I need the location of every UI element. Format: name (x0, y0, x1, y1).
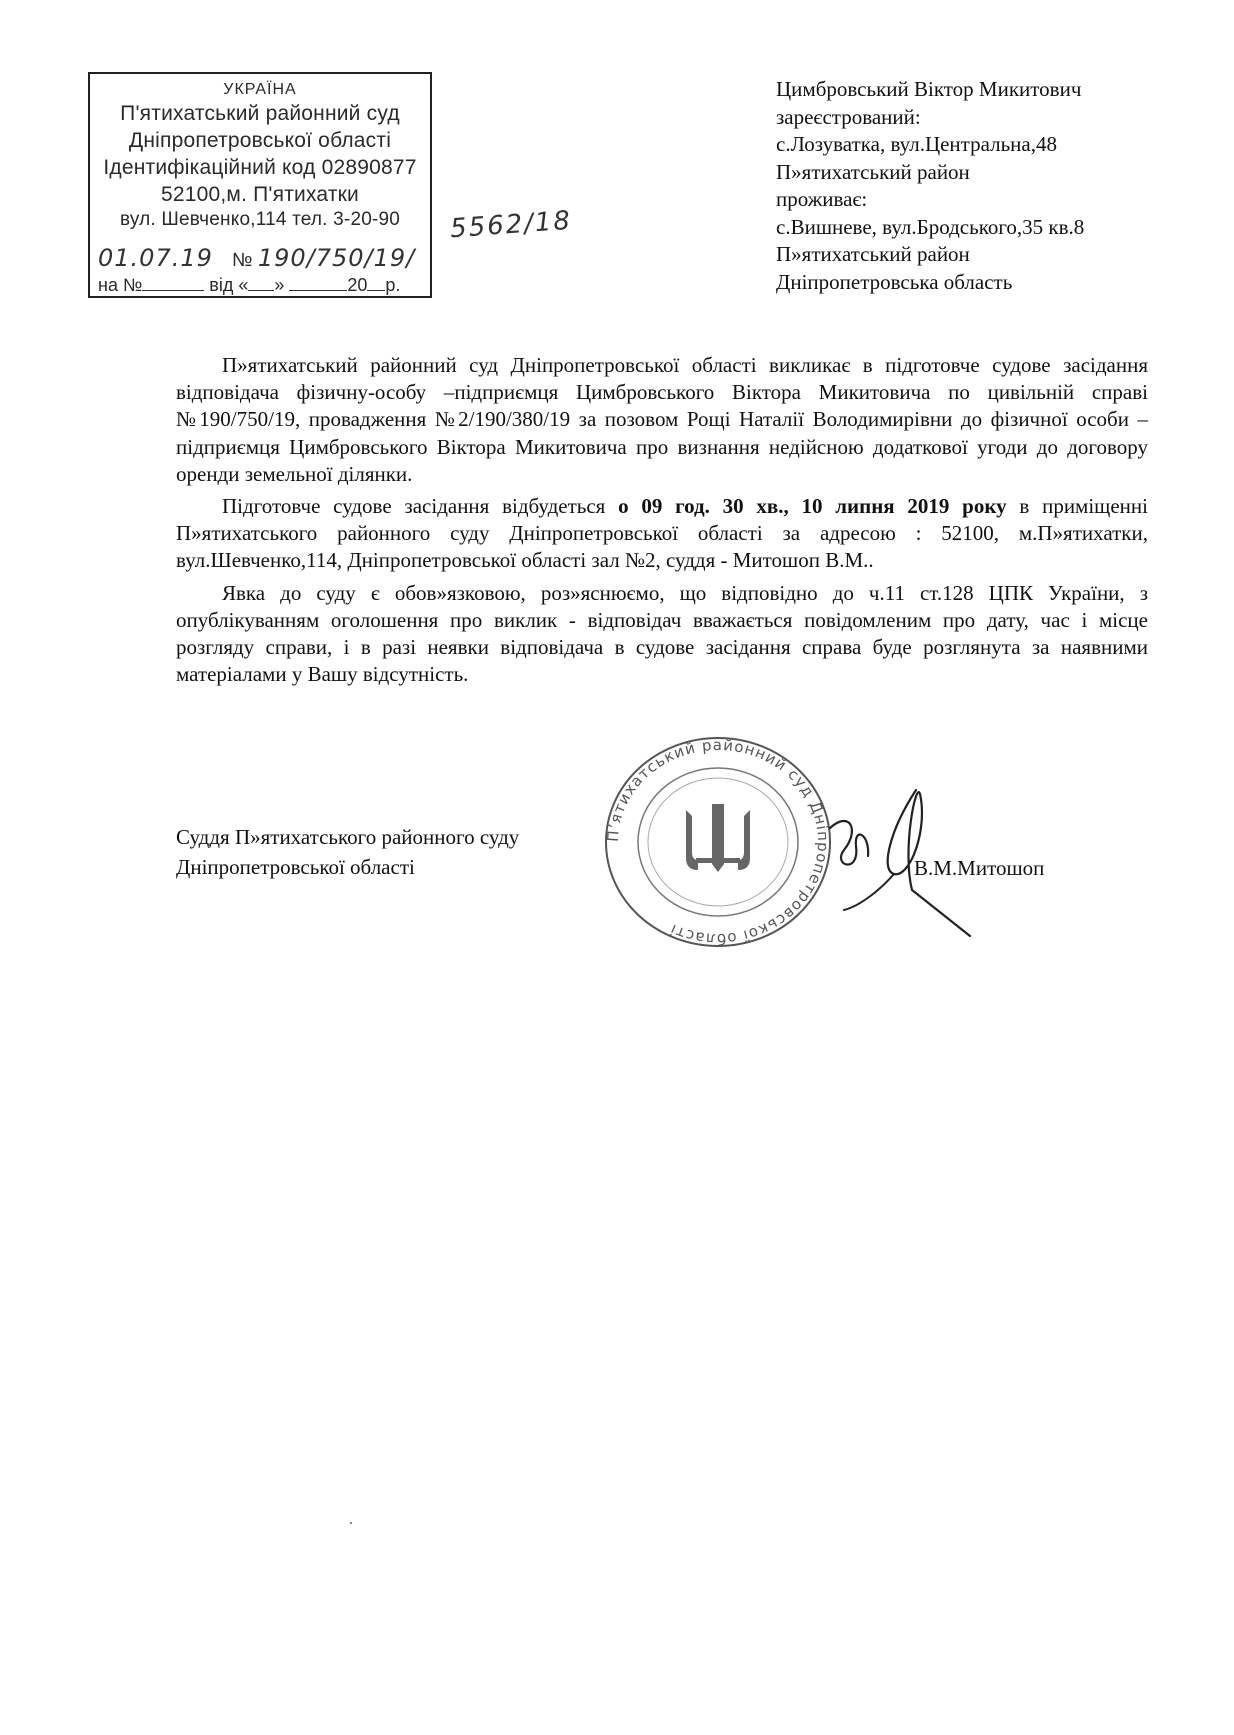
judge-title (176, 822, 519, 882)
num-blank (142, 274, 204, 291)
recipient-line: зареєстрований: (776, 104, 921, 129)
judge-name: В.М.Митошоп (914, 856, 1045, 880)
year-prefix: 20 (347, 275, 368, 295)
letter-body (176, 352, 1148, 688)
stamp-country: УКРАЇНА (223, 81, 297, 98)
stamp-court-name: П'ятихатський районний суд (120, 102, 400, 125)
stamp-incoming-ref (98, 274, 400, 296)
recipient-line: проживає: (776, 187, 868, 211)
year-blank (367, 274, 385, 291)
hearing-text-after: в приміщенні П»ятихатського районного суду Дніпропетровської області за адресою : 52100, м.П»ятихатки, вул.Шевченко,114, Дніпропетровської області зал №2, суддя - Митошоп В.М.. (176, 494, 1148, 573)
num-label: на № (98, 275, 143, 295)
paragraph-attendance: Явка до суду є обов»язковою, роз»яснюємо, що відповідно до ч.11 ст.128 ЦПК України, з опублікуванням оголошення про виклик - відповідач вважається повідомленим про дату, час і місце розгляду справи, і в разі неявки відповідача в судове засідання справа буде розглянута за наявними матеріалами у Вашу відсутність. (176, 580, 1148, 687)
ref-date: 01.07.19 (98, 244, 213, 272)
stamp-address: вул. Шевченко,114 тел. 3-20-90 (119, 209, 401, 230)
paragraph-hearing-time (176, 493, 1148, 575)
trident-emblem-icon (686, 804, 750, 872)
stamp-region: Дніпропетровської області (128, 129, 392, 152)
handwritten-ref-suffix: 5562/18 (449, 205, 573, 245)
recipient-line: с.Вишневе, вул.Бродського,35 кв.8 (776, 214, 1085, 239)
seal-text: Пʼятихатський районний суд Дніпропетровської області (603, 735, 833, 949)
scan-speck (350, 1522, 352, 1524)
from-label: від « (209, 275, 249, 295)
recipient-line: П»ятихатський район (776, 159, 970, 184)
recipient-line: Дніпропетровська область (776, 269, 1013, 294)
recipient-line: П»ятихатський район (776, 242, 970, 266)
stamp-id-code: Ідентифікаційний код 02890877 (103, 156, 417, 179)
paragraph-summons: П»ятихатський районний суд Дніпропетровської області викликає в підготовче судове засідання відповідача фізичну-особу –підприємця Цимбровського Віктора Микитовича по цивільній справі №190/750/19, провадження №2/190/380/19 за позовом Рощі Наталії Володимирівни до фізичної особи –підприємця Цимбровського Віктора Микитовича про визнання недійсною додаткової угоди до договору оренди земельної ділянки. (176, 353, 1148, 486)
stamp-city: 52100,м. П'ятихатки (161, 183, 359, 206)
recipient-block (776, 76, 1216, 296)
judge-title-line: Суддя П»ятихатського районного суду (176, 825, 520, 849)
hearing-datetime: о 09 год. 30 хв., 10 липня 2019 року (618, 494, 1007, 519)
stamp-outgoing-ref (98, 244, 458, 270)
month-blank (289, 274, 347, 291)
hearing-text-before: Підготовче судове засідання відбудеться (222, 494, 619, 519)
court-seal (588, 732, 848, 952)
recipient-line: с.Лозуватка, вул.Центральна,48 (776, 132, 1057, 156)
ref-number-label: № (232, 250, 253, 271)
court-stamp (88, 72, 432, 298)
quote-close: » (274, 275, 285, 295)
day-blank (248, 274, 274, 291)
ref-number: 190/750/19/ (257, 244, 416, 272)
year-suffix: р. (385, 275, 401, 295)
judge-title-line: Дніпропетровської області (176, 855, 415, 879)
signature-scribble (820, 770, 1020, 940)
recipient-name: Цимбровський Віктор Микитович (776, 77, 1082, 101)
